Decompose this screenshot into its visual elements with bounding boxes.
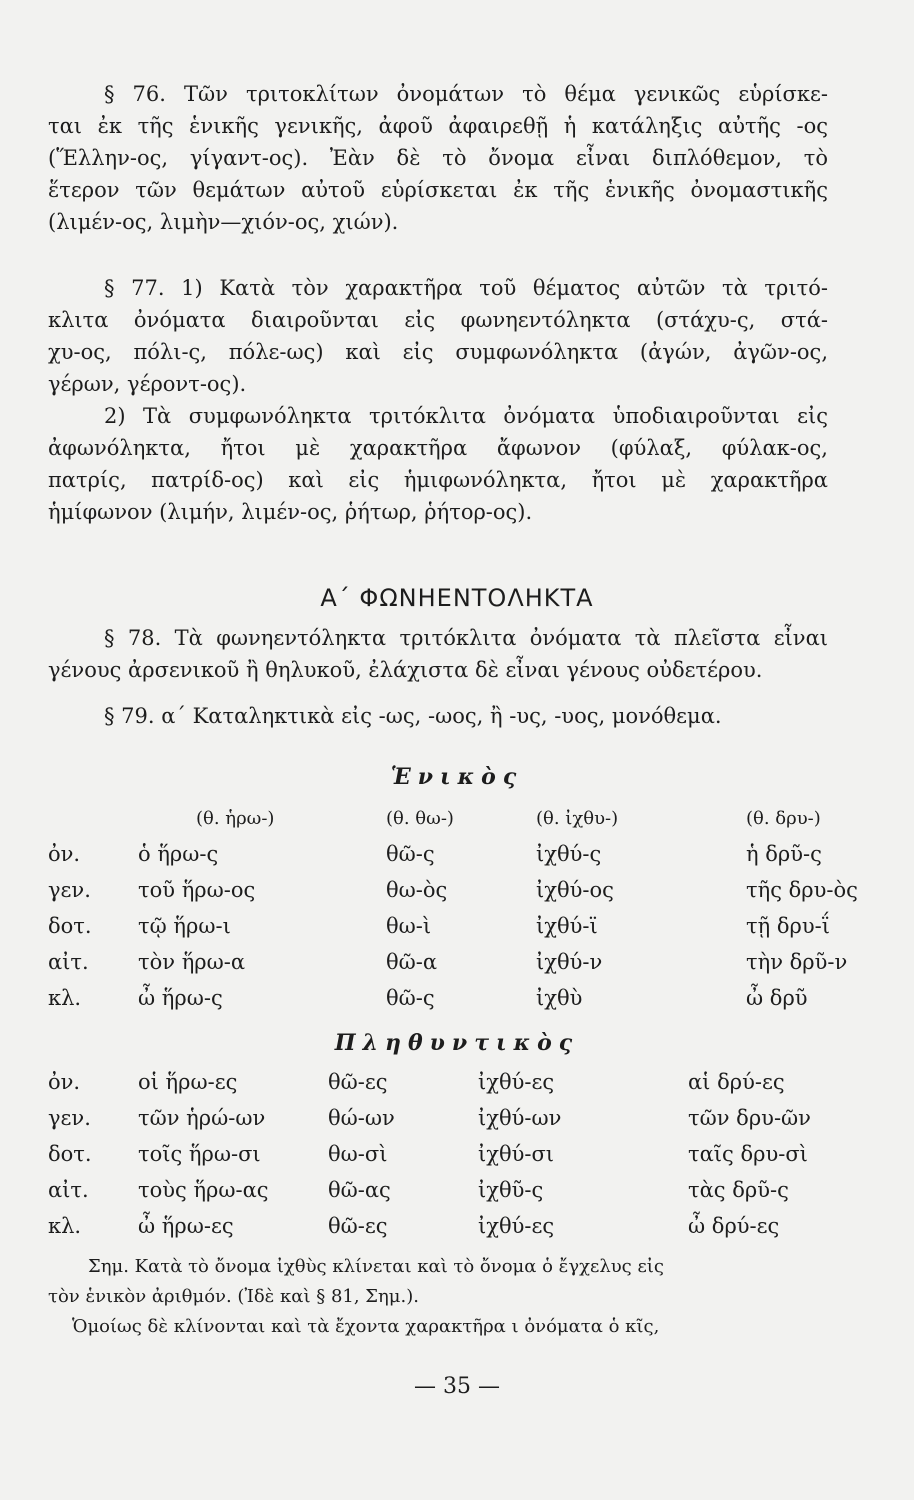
text-line: ται ἐκ τῆς ἑνικῆς γενικῆς, ἀφοῦ ἀφαιρεθῇ ἡ κατάληξις αὐτῆς -ος: [48, 114, 828, 138]
form-cell: τῶν ἡρώ-ων: [138, 1106, 266, 1130]
form-cell: τοὺς ἥρω-ας: [138, 1178, 269, 1202]
case-label: δοτ.: [48, 914, 92, 938]
form-cell: τῶν δρυ-ῶν: [688, 1106, 811, 1130]
form-cell: θῶ-ες: [328, 1070, 388, 1094]
form-cell: ἰχθύ-ων: [478, 1106, 562, 1130]
text-line: (λιμέν-ος, λιμὴν—χιόν-ος, χιών).: [48, 210, 399, 234]
stem-label: (θ. ἡρω-): [196, 807, 275, 829]
text-line: ἡμίφωνον (λιμήν, λιμέν-ος, ῥήτωρ, ῥήτορ-ος).: [48, 500, 533, 524]
form-cell: οἱ ἥρω-ες: [138, 1070, 238, 1094]
plural-table: [48, 1064, 848, 1244]
stem-row: [48, 800, 906, 836]
table-row: [48, 944, 906, 980]
form-cell: τὰς δρῦ-ς: [688, 1178, 789, 1202]
case-label: ὀν.: [48, 842, 81, 866]
form-cell: θω-ὶ: [386, 914, 432, 938]
stem-label: (θ. θω-): [386, 807, 454, 829]
text-line: § 78. Τὰ φωνηεντόληκτα τριτόκλιτα ὀνόματα τὰ πλεῖστα εἶναι: [104, 626, 828, 650]
plural-title: Πληθυντικὸς: [334, 1030, 580, 1056]
stem-label: (θ. δρυ-): [746, 807, 821, 829]
text-line: (Ἕλλην-ος, γίγαντ-ος). Ἐὰν δὲ τὸ ὄνομα εἶναι διπλόθεμον, τὸ: [48, 146, 828, 170]
form-cell: τοῖς ἥρω-σι: [138, 1142, 261, 1166]
text-line: γένους ἀρσενικοῦ ἢ θηλυκοῦ, ἐλάχιστα δὲ εἶναι γένους οὐδετέρου.: [48, 658, 763, 682]
case-label: γεν.: [48, 1106, 91, 1130]
text-line: ἀφωνόληκτα, ἤτοι μὲ χαρακτῆρα ἄφωνον (φύλαξ, φύλακ-ος,: [48, 436, 828, 460]
text-line: κλιτα ὀνόματα διαιροῦνται εἰς φωνηεντόληκτα (στάχυ-ς, στά-: [48, 308, 828, 332]
table-row: [48, 1064, 848, 1100]
form-cell: θῶ-ας: [328, 1178, 391, 1202]
case-label: αἰτ.: [48, 950, 89, 974]
section-heading: Α΄ ΦΩΝΗΕΝΤΟΛΗΚΤΑ: [320, 584, 594, 612]
table-row: [48, 908, 906, 944]
form-cell: τῷ ἥρω-ι: [138, 914, 231, 938]
page-number: — 35 —: [414, 1374, 500, 1399]
form-cell: ἰχθύ-ν: [536, 950, 603, 974]
text-line: § 76. Τῶν τριτοκλίτων ὀνομάτων τὸ θέμα γενικῶς εὑρίσκε-: [104, 82, 828, 106]
form-cell: ὦ ἥρω-ς: [138, 986, 223, 1010]
text-line: γέρων, γέροντ-ος).: [48, 372, 247, 396]
text-line: 2) Τὰ συμφωνόληκτα τριτόκλιτα ὀνόματα ὑποδιαιροῦνται εἰς: [104, 404, 828, 428]
form-cell: ἡ δρῦ-ς: [746, 842, 822, 866]
form-cell: θῶ-ες: [328, 1214, 388, 1238]
form-cell: ἰχθύ-ς: [536, 842, 602, 866]
form-cell: τὴν δρῦ-ν: [746, 950, 848, 974]
note-line: Σημ. Κατὰ τὸ ὄνομα ἰχθὺς κλίνεται καὶ τὸ ὄνομα ὁ ἔγχελυς εἰς: [88, 1256, 664, 1277]
form-cell: ἰχθύ-σι: [478, 1142, 555, 1166]
case-label: γεν.: [48, 878, 91, 902]
paragraph-78: [48, 622, 828, 686]
form-cell: τῆς δρυ-ὸς: [746, 878, 858, 902]
form-cell: ἰχθύ-ες: [478, 1070, 555, 1094]
table-row: [48, 1136, 848, 1172]
form-cell: ὦ ἥρω-ες: [138, 1214, 234, 1238]
case-label: κλ.: [48, 986, 82, 1010]
form-cell: ἰχθύ-ες: [478, 1214, 555, 1238]
form-cell: ἰχθύ-ϊ: [536, 914, 598, 938]
paragraph-79: [48, 700, 828, 732]
form-cell: τῇ δρυ-ΐ: [746, 914, 830, 938]
form-cell: θῶ-ς: [386, 842, 435, 866]
form-cell: θῶ-ς: [386, 986, 435, 1010]
case-label: αἰτ.: [48, 1178, 89, 1202]
form-cell: θω-σὶ: [328, 1142, 388, 1166]
text-line: § 79. α΄ Καταληκτικὰ εἰς -ως, -ωος, ἢ -υς, -υος, μονόθεμα.: [104, 704, 722, 728]
form-cell: ἰχθὺ: [536, 986, 583, 1010]
text-line: χυ-ος, πόλι-ς, πόλε-ως) καὶ εἰς συμφωνόληκτα (ἀγών, ἀγῶν-ος,: [48, 340, 828, 364]
table-row: [48, 1172, 848, 1208]
form-cell: ἰχθῦ-ς: [478, 1178, 544, 1202]
note-line: Ὁμοίως δὲ κλίνονται καὶ τὰ ἔχοντα χαρακτῆρα ι ὀνόματα ὁ κῖς,: [72, 1316, 660, 1337]
text-line: πατρίς, πατρίδ-ος) καὶ εἰς ἡμιφωνόληκτα, ἤτοι μὲ χαρακτῆρα: [48, 468, 828, 492]
table-row: [48, 872, 906, 908]
form-cell: ὁ ἥρω-ς: [138, 842, 219, 866]
table-row: [48, 980, 906, 1016]
form-cell: θω-ὸς: [386, 878, 448, 902]
form-cell: ταῖς δρυ-σὶ: [688, 1142, 808, 1166]
text-line: ἕτερον τῶν θεμάτων αὐτοῦ εὑρίσκεται ἐκ τῆς ἑνικῆς ὀνομαστικῆς: [48, 178, 828, 202]
case-label: δοτ.: [48, 1142, 92, 1166]
note-block: [48, 1252, 828, 1342]
table-row: [48, 836, 906, 872]
form-cell: ἰχθύ-ος: [536, 878, 614, 902]
paragraph-76: [48, 78, 828, 238]
singular-title: Ἑνικὸς: [390, 764, 524, 790]
case-label: κλ.: [48, 1214, 82, 1238]
form-cell: θῶ-α: [386, 950, 438, 974]
note-line: τὸν ἑνικὸν ἀριθμόν. (Ἰδὲ καὶ § 81, Σημ.).: [48, 1286, 419, 1307]
form-cell: θώ-ων: [328, 1106, 395, 1130]
text-line: § 77. 1) Κατὰ τὸν χαρακτῆρα τοῦ θέματος αὐτῶν τὰ τριτό-: [104, 276, 828, 300]
singular-table: [48, 800, 906, 1016]
table-row: [48, 1208, 848, 1244]
stem-label: (θ. ἰχθυ-): [536, 807, 619, 829]
table-row: [48, 1100, 848, 1136]
case-label: ὀν.: [48, 1070, 81, 1094]
form-cell: ὦ δρῦ: [746, 986, 808, 1010]
form-cell: τοῦ ἥρω-ος: [138, 878, 256, 902]
form-cell: αἱ δρύ-ες: [688, 1070, 785, 1094]
form-cell: τὸν ἥρω-α: [138, 950, 246, 974]
form-cell: ὦ δρύ-ες: [688, 1214, 780, 1238]
paragraph-77: [48, 272, 828, 528]
